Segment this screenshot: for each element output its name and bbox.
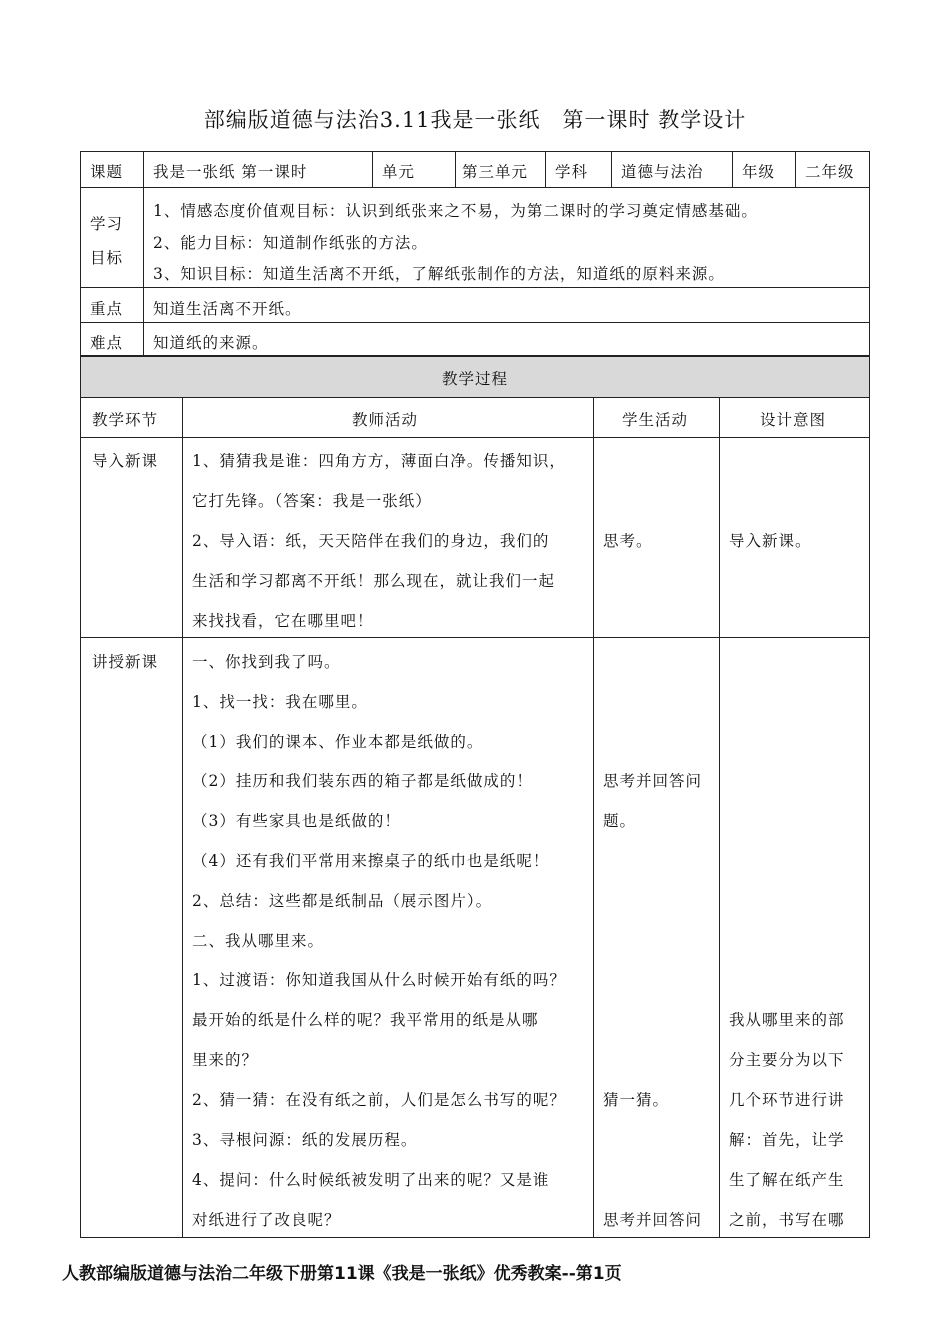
objective-item-1: 1、情感态度价值观目标：认识到纸张来之不易，为第二课时的学习奠定情感基础。 [153, 202, 758, 220]
teacher-line: 对纸进行了改良呢？ [192, 1211, 341, 1229]
design-intent-intro: 导入新课。 [729, 532, 812, 550]
difficult-point-value: 知道纸的来源。 [153, 334, 269, 352]
unit-label: 单元 [382, 163, 416, 181]
subject-label: 学科 [555, 163, 589, 181]
teacher-line: （4）还有我们平常用来擦桌子的纸巾也是纸呢！ [192, 852, 550, 870]
objectives-label-line2: 目标 [90, 249, 124, 267]
student-line: 猜一猜。 [603, 1091, 670, 1109]
process-heading: 教学过程 [441, 370, 508, 388]
column-header-intent: 设计意图 [760, 411, 827, 429]
teacher-line: 生活和学习都离不开纸！那么现在，就让我们一起 [192, 572, 556, 590]
column-header-stage: 教学环节 [92, 411, 159, 429]
key-point-label: 重点 [90, 300, 124, 318]
teacher-line: 1、找一找：我在哪里。 [192, 693, 368, 711]
objective-item-3: 3、知识目标：知道生活离不开纸，了解纸张制作的方法，知道纸的原料来源。 [153, 265, 725, 283]
teacher-line: 1、猜猜我是谁：四角方方，薄面白净。传播知识， [192, 452, 566, 470]
subject-value: 道德与法治 [621, 163, 704, 181]
student-line: 思考并回答问 [603, 1211, 703, 1229]
teacher-line: （2）挂历和我们装东西的箱子都是纸做成的！ [192, 772, 533, 790]
column-header-student: 学生活动 [622, 411, 689, 429]
lesson-value: 我是一张纸 第一课时 [153, 163, 308, 181]
teacher-line: 里来的？ [192, 1051, 259, 1069]
page-footer: 人教部编版道德与法治二年级下册第11课《我是一张纸》优秀教案--第1页 [62, 1264, 622, 1284]
teacher-line: （1）我们的课本、作业本都是纸做的。 [192, 733, 484, 751]
teacher-line: 来找找看，它在哪里吧！ [192, 612, 374, 630]
teacher-line: 最开始的纸是什么样的呢？我平常用的纸是从哪 [192, 1011, 539, 1029]
column-header-teacher: 教师活动 [352, 411, 419, 429]
document-title: 部编版道德与法治3.11我是一张纸 第一课时 教学设计 [203, 108, 747, 132]
intent-line: 分主要分为以下 [729, 1051, 845, 1069]
teacher-line: 2、总结：这些都是纸制品（展示图片）。 [192, 892, 493, 910]
intent-line: 之前，书写在哪 [729, 1211, 845, 1229]
unit-value: 第三单元 [462, 163, 529, 181]
teacher-line: 4、提问：什么时候纸被发明了出来的呢？又是谁 [192, 1171, 550, 1189]
teacher-line: 2、猜一猜：在没有纸之前，人们是怎么书写的呢？ [192, 1091, 566, 1109]
intent-line: 我从哪里来的部 [729, 1011, 845, 1029]
teacher-line: 2、导入语：纸，天天陪伴在我们的身边，我们的 [192, 532, 550, 550]
teacher-line: 3、寻根问源：纸的发展历程。 [192, 1131, 418, 1149]
stage-intro: 导入新课 [92, 452, 159, 470]
grade-value: 二年级 [805, 163, 855, 181]
grade-label: 年级 [742, 163, 776, 181]
stage-new-lesson: 讲授新课 [92, 653, 159, 671]
objective-item-2: 2、能力目标：知道制作纸张的方法。 [153, 234, 428, 252]
student-line: 思考并回答问 [603, 772, 703, 790]
teacher-line: 二、我从哪里来。 [192, 932, 325, 950]
difficult-point-label: 难点 [90, 334, 124, 352]
intent-line: 生了解在纸产生 [729, 1171, 845, 1189]
teacher-line: 一、你找到我了吗。 [192, 653, 341, 671]
student-activity-intro: 思考。 [603, 532, 653, 550]
student-line: 题。 [603, 812, 637, 830]
teacher-line: 1、过渡语：你知道我国从什么时候开始有纸的吗？ [192, 971, 566, 989]
objectives-label-line1: 学习 [90, 215, 124, 233]
key-point-value: 知道生活离不开纸。 [153, 300, 302, 318]
teacher-line: 它打先锋。（答案：我是一张纸） [192, 492, 432, 510]
teacher-line: （3）有些家具也是纸做的！ [192, 812, 401, 830]
intent-line: 解：首先，让学 [729, 1131, 845, 1149]
lesson-label: 课题 [90, 163, 124, 181]
intent-line: 几个环节进行讲 [729, 1091, 845, 1109]
